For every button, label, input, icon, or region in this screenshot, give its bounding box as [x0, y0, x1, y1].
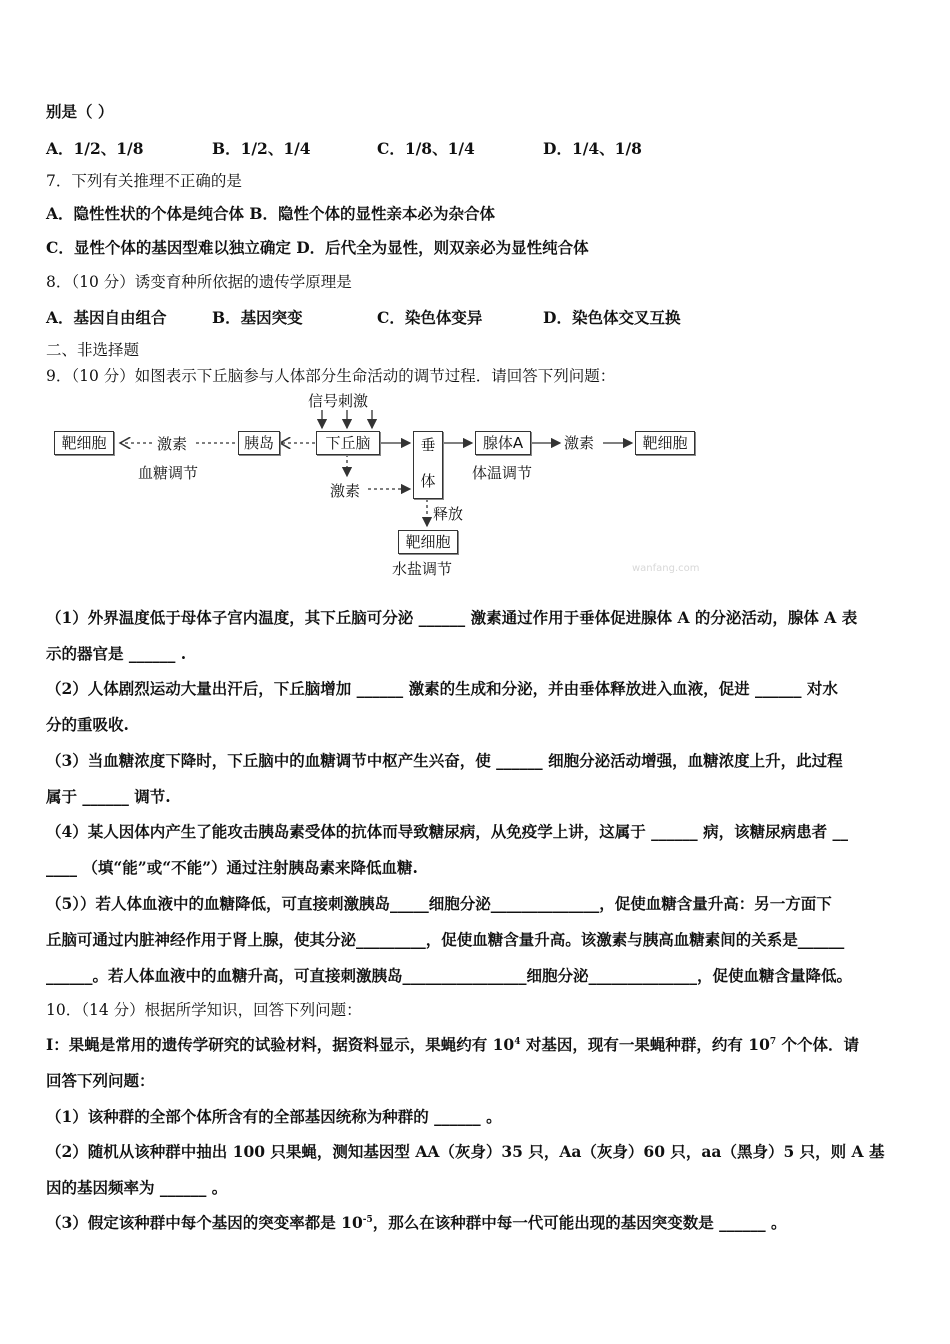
q10-part3-exp: -5 — [362, 1214, 373, 1225]
q7-options-line2: C．显性个体的基因型难以独立确定 D．后代全为显性，则双亲必为显性纯合体 — [46, 238, 589, 257]
regulation-diagram — [40, 388, 740, 583]
q10-intro-exp2: 7 — [769, 1036, 777, 1047]
q10-intro-b: 对基因，现有一果蝇种群，约有 10 — [520, 1035, 770, 1054]
q10-part3-a: （3）假定该种群中每个基因的突变率都是 10 — [46, 1213, 363, 1232]
target-cell-bottom-box: 靶细胞 — [398, 530, 458, 554]
q9-part5-line2: 丘脑可通过内脏神经作用于肾上腺，使其分泌_________，促使血糖含量升高。该激素与胰高血糖素间的关系是______ — [46, 930, 845, 949]
water-salt-regulation-label: 水盐调节 — [392, 560, 453, 578]
watermark: wanfang.com — [632, 563, 700, 574]
signal-stimulus-label: 信号刺激 — [308, 392, 369, 410]
blood-sugar-regulation-label: 血糖调节 — [138, 464, 199, 482]
q10-part3-b: ，那么在该种群中每一代可能出现的基因突变数是 ______ 。 — [372, 1213, 787, 1232]
q8-stem: 8．（10 分）诱变育种所依据的遗传学原理是 — [46, 273, 352, 291]
q9-part3-line2: 属于 ______ 调节. — [46, 787, 171, 806]
target-cell-right-box: 靶细胞 — [635, 431, 695, 455]
q9-part5-line1: （5））若人体血液中的血糖降低，可直接刺激胰岛_____细胞分泌______________，促使血糖含量升高：另一方面下 — [46, 894, 832, 913]
q6-option-b: B．1/2、1/4 — [212, 139, 311, 158]
q8-option-b: B．基因突变 — [212, 308, 303, 327]
q6-option-c: C．1/8、1/4 — [377, 139, 475, 158]
q8-option-c: C．染色体变异 — [377, 308, 483, 327]
target-cell-left-box: 靶细胞 — [54, 431, 114, 455]
pituitary-char-1: 垂 — [420, 436, 436, 454]
body-temp-regulation-label: 体温调节 — [472, 464, 533, 482]
hormone-right-label: 激素 — [564, 434, 595, 452]
gland-a-box: 腺体A — [475, 431, 531, 455]
pituitary-box — [413, 431, 443, 499]
q9-part4-line2: ____ （填“能”或“不能”）通过注射胰岛素来降低血糖. — [46, 858, 418, 877]
hormone-mid-label: 激素 — [330, 482, 361, 500]
q9-part4-line1: （4）某人因体内产生了能攻击胰岛素受体的抗体而导致糖尿病，从免疫学上讲，这属于 ______ 病，该糖尿病患者 __ — [46, 822, 848, 841]
hormone-left-label: 激素 — [157, 435, 188, 453]
q9-part2-line2: 分的重吸收. — [46, 715, 129, 734]
q7-options-line1: A．隐性性状的个体是纯合体 B．隐性个体的显性亲本必为杂合体 — [46, 204, 496, 223]
q10-part2-line1: （2）随机从该种群中抽出 100 只果蝇，测知基因型 AA（灰身）35 只，Aa（灰身）60 只，aa（黑身）5 只，则 A 基 — [46, 1142, 885, 1161]
q10-stem: 10．（14 分）根据所学知识，回答下列问题： — [46, 1001, 362, 1019]
q10-part1: （1）该种群的全部个体所含有的全部基因统称为种群的 ______ 。 — [46, 1107, 502, 1126]
q10-part3 — [46, 1213, 787, 1233]
q6-option-a: A．1/2、1/8 — [46, 139, 144, 158]
q9-part3-line1: （3）当血糖浓度下降时，下丘脑中的血糖调节中枢产生兴奋，使 ______ 细胞分泌活动增强，血糖浓度上升，此过程 — [46, 751, 843, 770]
q10-part2-line2: 因的基因频率为 ______ 。 — [46, 1178, 228, 1197]
q9-stem: 9．（10 分）如图表示下丘脑参与人体部分生命活动的调节过程．请回答下列问题： — [46, 367, 616, 385]
q9-part1-line1: （1）外界温度低于母体子宫内温度，其下丘脑可分泌 ______ 激素通过作用于垂体促进腺体 A 的分泌活动，腺体 A 表 — [46, 608, 858, 627]
q9-part1-line2: 示的器官是 ______ . — [46, 644, 187, 663]
q9-part2-line1: （2）人体剧烈运动大量出汗后，下丘脑增加 ______ 激素的生成和分泌，并由垂体释放进入血液，促进 ______ 对水 — [46, 679, 838, 698]
section-heading: 二、非选择题 — [46, 341, 140, 359]
q10-intro-exp1: 4 — [514, 1036, 521, 1047]
q10-intro-a: I：果蝇是常用的遗传学研究的试验材料，据资料显示，果蝇约有 10 — [46, 1035, 515, 1054]
q10-intro-line1 — [46, 1035, 859, 1055]
q7-stem: 7．下列有关推理不正确的是 — [46, 172, 242, 190]
release-label: 释放 — [433, 505, 464, 523]
pancreas-box: 胰岛 — [238, 431, 280, 455]
q8-option-d: D．染色体交叉互换 — [543, 308, 681, 327]
q6-tail: 别是（ ） — [46, 102, 114, 121]
q6-option-d: D．1/4、1/8 — [543, 139, 642, 158]
pituitary-char-2: 体 — [420, 472, 436, 490]
q9-part5-line3: ______。若人体血液中的血糖升高，可直接刺激胰岛________________细胞分泌______________，促使血糖含量降低。 — [46, 966, 853, 985]
hypothalamus-box: 下丘脑 — [316, 431, 380, 455]
diagram-arrows — [40, 388, 740, 583]
q8-option-a: A．基因自由组合 — [46, 308, 167, 327]
q10-intro-line2: 回答下列问题： — [46, 1071, 155, 1090]
q10-intro-c: 个个体．请 — [776, 1035, 860, 1054]
